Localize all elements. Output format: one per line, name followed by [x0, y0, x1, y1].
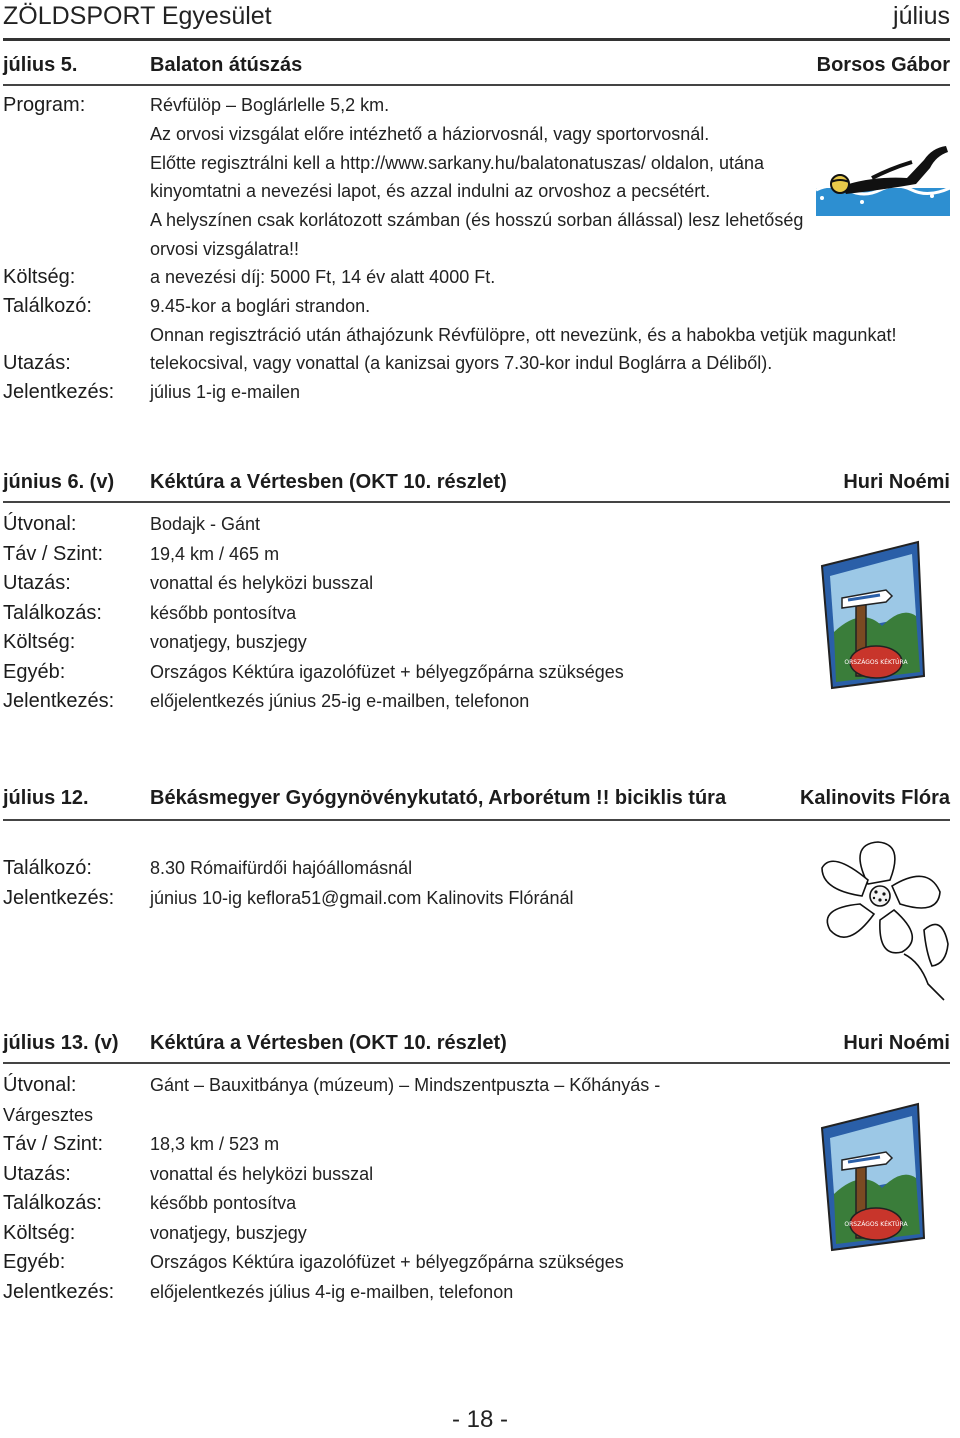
event-kektura-vertes-1 — [0, 471, 960, 712]
detail-value: 19,4 km / 465 m — [150, 544, 280, 564]
badge-caption: ORSZÁGOS KÉKTÚRA — [844, 1221, 908, 1228]
detail-label: Költség: — [3, 631, 76, 653]
detail-label-continued: Várgesztes — [3, 1105, 94, 1125]
swimmer-illustration — [812, 138, 952, 220]
badge-caption: ORSZÁGOS KÉKTÚRA — [844, 659, 908, 666]
detail-row — [0, 295, 960, 324]
detail-row — [0, 352, 960, 381]
event-leader: Huri Noémi — [843, 1032, 950, 1054]
organization-title: ZÖLDSPORT Egyesület — [3, 2, 272, 30]
event-divider — [3, 819, 950, 821]
detail-label: Találkozás: — [3, 602, 102, 624]
detail-value: előjelentkezés július 4-ig e-mailben, telefonon — [150, 1282, 514, 1302]
detail-row — [0, 324, 960, 353]
event-date: július 12. — [3, 787, 89, 809]
detail-row — [0, 266, 960, 295]
detail-label: Táv / Szint: — [3, 1133, 104, 1155]
header-divider — [3, 38, 950, 41]
flower-illustration — [808, 834, 958, 1002]
detail-value: Előtte regisztrálni kell a http://www.sarkany.hu/balatonatuszas/ oldalon, utána — [150, 153, 765, 173]
detail-row — [0, 381, 960, 410]
page-number: - 18 - — [451, 1406, 508, 1433]
detail-value: orvosi vizsgálatra!! — [150, 239, 300, 259]
event-title: Békásmegyer Gyógynövénykutató, Arborétum !! biciklis túra — [150, 787, 727, 809]
kektura-badge-illustration — [812, 1098, 930, 1258]
detail-value: június 10-ig keflora51@gmail.com Kalinovits Flóránál — [150, 888, 574, 908]
detail-value: Országos Kéktúra igazolófüzet + bélyegzőpárna szükséges — [150, 662, 624, 682]
detail-value: kinyomtatni a nevezési lapot, és azzal indulni az orvoshoz a pecsétért. — [150, 181, 711, 201]
event-date: július 5. — [3, 54, 78, 76]
detail-label: Költség: — [3, 1222, 76, 1244]
detail-value: Gánt – Bauxitbánya (múzeum) – Mindszentpuszta – Kőhányás - — [150, 1075, 661, 1095]
detail-label: Jelentkezés: — [3, 381, 115, 403]
event-date: június 6. (v) — [3, 471, 115, 493]
detail-value: később pontosítva — [150, 1193, 297, 1213]
event-leader: Kalinovits Flóra — [799, 787, 950, 809]
event-divider — [3, 1062, 950, 1064]
detail-value: 18,3 km / 523 m — [150, 1134, 280, 1154]
detail-value: Országos Kéktúra igazolófüzet + bélyegzőpárna szükséges — [150, 1252, 624, 1272]
detail-value: Az orvosi vizsgálat előre intézhető a háziorvosnál, vagy sportorvosnál. — [150, 124, 710, 144]
event-header — [0, 471, 960, 501]
event-kektura-vertes-2 — [0, 1032, 960, 1303]
detail-label: Jelentkezés: — [3, 1281, 115, 1303]
detail-row — [0, 1281, 960, 1310]
event-title: Kéktúra a Vértesben (OKT 10. részlet) — [150, 471, 507, 493]
detail-value: vonattal és helyközi busszal — [150, 1164, 374, 1184]
event-divider — [3, 84, 950, 86]
detail-label: Találkozó: — [3, 857, 92, 879]
detail-label: Egyéb: — [3, 1251, 66, 1273]
event-header — [0, 54, 960, 84]
detail-value: előjelentkezés június 25-ig e-mailben, telefonon — [150, 691, 530, 711]
detail-label: Találkozás: — [3, 1192, 102, 1214]
detail-value: július 1-ig e-mailen — [150, 382, 301, 402]
detail-label: Jelentkezés: — [3, 887, 115, 909]
detail-label: Program: — [3, 94, 86, 116]
detail-label: Költség: — [3, 266, 76, 288]
event-title: Balaton átúszás — [150, 54, 303, 76]
event-header — [0, 1032, 960, 1062]
event-leader: Huri Noémi — [843, 471, 950, 493]
kektura-badge-illustration — [812, 536, 930, 696]
month-title: július — [893, 2, 950, 30]
event-header — [0, 787, 960, 817]
detail-label: Találkozó: — [3, 295, 92, 317]
detail-value: Onnan regisztráció után áthajózunk Révfülöpre, ott nevezünk, és a habokba vetjük magunkat! — [150, 325, 897, 345]
detail-label: Útvonal: — [3, 1074, 77, 1096]
detail-value: telekocsival, vagy vonattal (a kanizsai gyors 7.30-kor indul Boglárra a Déliből). — [150, 353, 773, 373]
detail-value: 8.30 Rómaifürdői hajóállomásnál — [150, 858, 413, 878]
detail-label: Utazás: — [3, 572, 71, 594]
detail-label: Jelentkezés: — [3, 690, 115, 712]
detail-value: A helyszínen csak korlátozott számban (és hosszú sorban állással) lesz lehetőség — [150, 210, 804, 230]
detail-label: Utazás: — [3, 352, 71, 374]
detail-value: vonatjegy, buszjegy — [150, 632, 307, 652]
detail-value: Révfülöp – Boglárlelle 5,2 km. — [150, 95, 390, 115]
detail-value: vonatjegy, buszjegy — [150, 1223, 307, 1243]
event-divider — [3, 501, 950, 503]
detail-value: vonattal és helyközi busszal — [150, 573, 374, 593]
detail-row — [0, 238, 960, 267]
event-bekasmegyer-bicikli — [0, 787, 960, 909]
detail-value: a nevezési díj: 5000 Ft, 14 év alatt 4000 Ft. — [150, 267, 496, 287]
event-leader: Borsos Gábor — [816, 54, 950, 76]
detail-value: később pontosítva — [150, 603, 297, 623]
event-balaton-atuszas — [0, 54, 960, 403]
detail-label: Táv / Szint: — [3, 543, 104, 565]
detail-value: 9.45-kor a boglári strandon. — [150, 296, 371, 316]
event-title: Kéktúra a Vértesben (OKT 10. részlet) — [150, 1032, 507, 1054]
detail-label: Egyéb: — [3, 661, 66, 683]
detail-label: Útvonal: — [3, 513, 77, 535]
detail-row — [0, 94, 960, 123]
detail-value: Bodajk - Gánt — [150, 514, 261, 534]
event-date: július 13. (v) — [3, 1032, 119, 1054]
detail-label: Utazás: — [3, 1163, 71, 1185]
